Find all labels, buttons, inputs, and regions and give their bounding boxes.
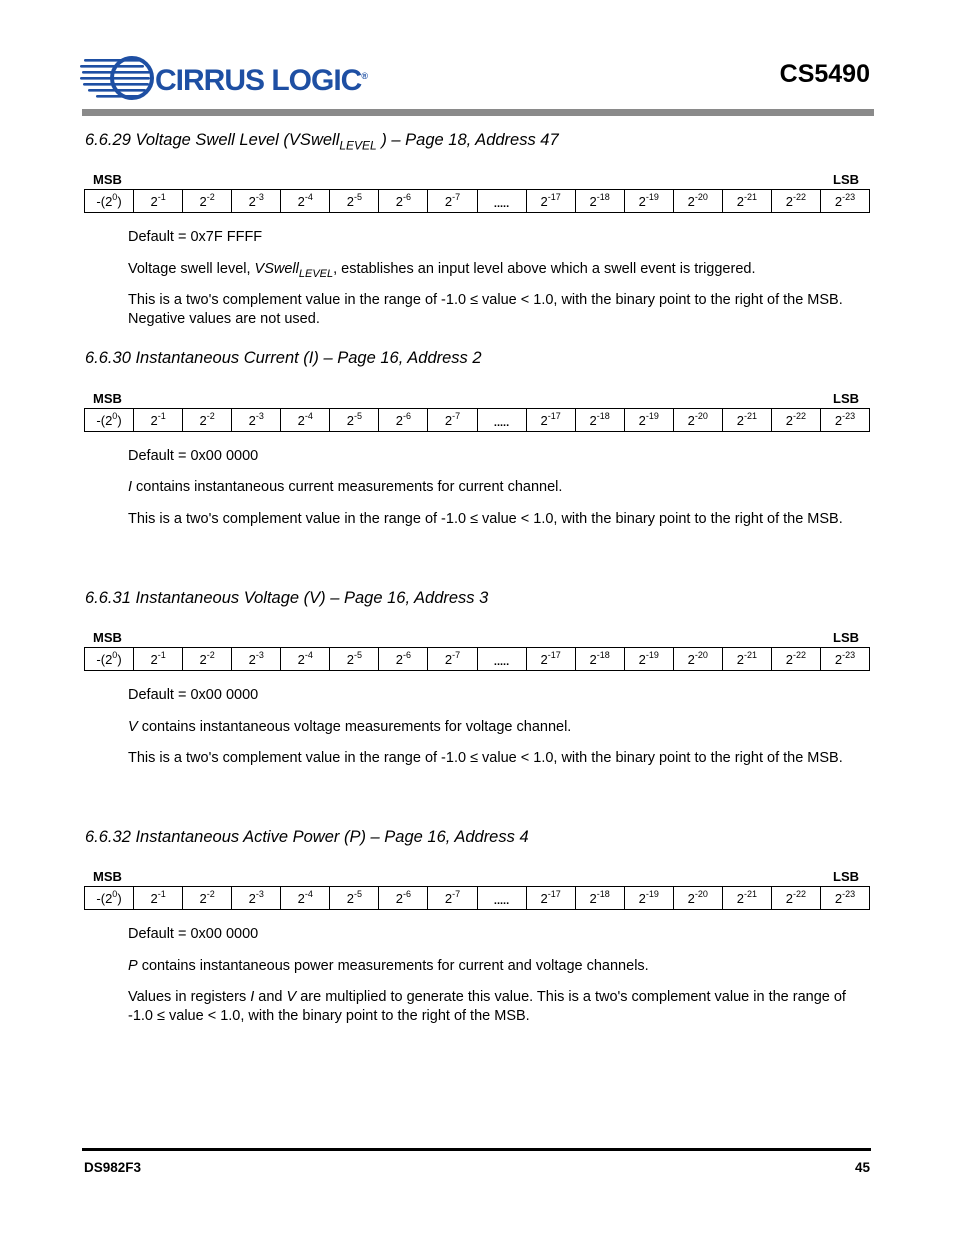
bit-cell: $2^{-23}$ xyxy=(820,887,869,910)
bit-cell: $-(2^0)$ xyxy=(85,409,134,432)
msb-label: MSB xyxy=(93,630,122,645)
register-description: I contains instantaneous current measurements for current channel. xyxy=(128,479,563,495)
register-description: Voltage swell level, VSwell$_{LEVEL}$, establishes an input level above which a swell event is triggered. xyxy=(128,261,756,280)
register-bit-table xyxy=(84,647,870,671)
register-bit-table xyxy=(84,408,870,432)
bit-cell: $2^{-1}$ xyxy=(134,887,183,910)
bit-cell: $2^{-7}$ xyxy=(428,409,477,432)
bit-cell: ..... xyxy=(477,190,526,213)
bit-cell: $2^{-2}$ xyxy=(183,887,232,910)
bit-cell: $2^{-19}$ xyxy=(624,409,673,432)
range-description: This is a two's complement value in the range of -1.0 ≤ value < 1.0, with the binary point to the right of the MSB. xyxy=(128,511,843,527)
bit-cell: $2^{-18}$ xyxy=(575,887,624,910)
bit-cell: $2^{-4}$ xyxy=(281,409,330,432)
bit-cell: $2^{-22}$ xyxy=(771,190,820,213)
bit-cell: $2^{-19}$ xyxy=(624,190,673,213)
range-description: This is a two's complement value in the range of -1.0 ≤ value < 1.0, with the binary point to the right of the MSB. xyxy=(128,750,843,766)
bit-cell: $2^{-3}$ xyxy=(232,409,281,432)
bit-cell: $2^{-5}$ xyxy=(330,887,379,910)
bit-cell: $2^{-23}$ xyxy=(820,409,869,432)
default-value: Default = 0x00 0000 xyxy=(128,926,259,942)
bit-cell: $2^{-6}$ xyxy=(379,190,428,213)
msb-label: MSB xyxy=(93,869,122,884)
bit-cell: $2^{-20}$ xyxy=(673,190,722,213)
bit-cell: $2^{-4}$ xyxy=(281,648,330,671)
bit-cell: $2^{-3}$ xyxy=(232,648,281,671)
bit-cell: $2^{-23}$ xyxy=(820,648,869,671)
section-title-6-6-30: 6.6.30 Instantaneous Current (I) – Page 16, Address 2 xyxy=(85,349,482,367)
bit-cell: $2^{-21}$ xyxy=(722,409,771,432)
msb-label: MSB xyxy=(93,172,122,187)
bit-cell: $2^{-20}$ xyxy=(673,409,722,432)
bit-cell: $2^{-18}$ xyxy=(575,409,624,432)
msb-label: MSB xyxy=(93,391,122,406)
bit-cell: $-(2^0)$ xyxy=(85,887,134,910)
register-bit-row xyxy=(85,648,870,671)
register-bit-row xyxy=(85,887,870,910)
lsb-label: LSB xyxy=(833,391,859,406)
lsb-label: LSB xyxy=(833,172,859,187)
footer-doc-id: DS982F3 xyxy=(84,1160,142,1175)
bit-cell: $2^{-2}$ xyxy=(183,409,232,432)
bit-cell: $2^{-3}$ xyxy=(232,190,281,213)
lsb-label: LSB xyxy=(833,869,859,884)
bit-cell: $2^{-7}$ xyxy=(428,648,477,671)
bit-cell: ..... xyxy=(477,648,526,671)
bit-cell: $2^{-22}$ xyxy=(771,648,820,671)
bit-cell: $2^{-1}$ xyxy=(134,190,183,213)
bit-cell: ..... xyxy=(477,887,526,910)
default-value: Default = 0x7F FFFF xyxy=(128,229,263,245)
bit-cell: $2^{-21}$ xyxy=(722,190,771,213)
bit-cell: $2^{-22}$ xyxy=(771,409,820,432)
bit-cell: $2^{-17}$ xyxy=(526,648,575,671)
bit-cell: $2^{-5}$ xyxy=(330,648,379,671)
bit-cell: $2^{-17}$ xyxy=(526,887,575,910)
bit-cell: $2^{-17}$ xyxy=(526,409,575,432)
footer-rule xyxy=(82,1148,871,1151)
bit-cell: $-(2^0)$ xyxy=(85,648,134,671)
register-description: V contains instantaneous voltage measurements for voltage channel. xyxy=(128,719,572,735)
bit-cell: $2^{-19}$ xyxy=(624,887,673,910)
register-bit-row xyxy=(85,190,870,213)
footer-page-number: 45 xyxy=(854,1160,870,1175)
range-description: This is a two's complement value in the range of -1.0 ≤ value < 1.0, with the binary point to the right of the MSB. Negative values are not used. xyxy=(128,292,843,327)
bit-cell: $2^{-6}$ xyxy=(379,887,428,910)
register-bit-table xyxy=(84,886,870,910)
section-title-6-6-29: 6.6.29 Voltage Swell Level (VSwell$_{LEVEL}$ ) – Page 18, Address 47 xyxy=(85,131,559,153)
register-bit-table xyxy=(84,189,870,213)
logo-wordmark: CIRRUS LOGIC® xyxy=(155,64,367,97)
bit-cell: $2^{-21}$ xyxy=(722,887,771,910)
bit-cell: $2^{-1}$ xyxy=(134,409,183,432)
bit-cell: $2^{-4}$ xyxy=(281,190,330,213)
bit-cell: $2^{-6}$ xyxy=(379,409,428,432)
bit-cell: $2^{-19}$ xyxy=(624,648,673,671)
register-bit-row xyxy=(85,409,870,432)
bit-cell: $2^{-17}$ xyxy=(526,190,575,213)
register-description: P contains instantaneous power measurements for current and voltage channels. xyxy=(128,958,649,974)
bit-cell: $-(2^0)$ xyxy=(85,190,134,213)
bit-cell: $2^{-21}$ xyxy=(722,648,771,671)
default-value: Default = 0x00 0000 xyxy=(128,687,259,703)
bit-cell: $2^{-22}$ xyxy=(771,887,820,910)
header-rule xyxy=(82,109,874,116)
lsb-label: LSB xyxy=(833,630,859,645)
bit-cell: $2^{-3}$ xyxy=(232,887,281,910)
bit-cell: $2^{-1}$ xyxy=(134,648,183,671)
bit-cell: $2^{-7}$ xyxy=(428,190,477,213)
bit-cell: $2^{-7}$ xyxy=(428,887,477,910)
section-title-6-6-31: 6.6.31 Instantaneous Voltage (V) – Page 16, Address 3 xyxy=(85,589,489,607)
bit-cell: $2^{-2}$ xyxy=(183,648,232,671)
default-value: Default = 0x00 0000 xyxy=(128,448,259,464)
document-title: CS5490 xyxy=(779,60,870,88)
bit-cell: $2^{-20}$ xyxy=(673,648,722,671)
bit-cell: $2^{-5}$ xyxy=(330,409,379,432)
bit-cell: $2^{-18}$ xyxy=(575,648,624,671)
bit-cell: $2^{-2}$ xyxy=(183,190,232,213)
section-title-6-6-32: 6.6.32 Instantaneous Active Power (P) – Page 16, Address 4 xyxy=(85,828,529,846)
bit-cell: $2^{-6}$ xyxy=(379,648,428,671)
bit-cell: ..... xyxy=(477,409,526,432)
bit-cell: $2^{-23}$ xyxy=(820,190,869,213)
bit-cell: $2^{-4}$ xyxy=(281,887,330,910)
multiplication-description: Values in registers I and V are multiplied to generate this value. This is a two's complement value in the range of -1.0 ≤ value < 1.0, with the binary point to the right of the MSB. xyxy=(128,989,846,1024)
logo-swoosh-icon xyxy=(80,50,160,102)
bit-cell: $2^{-5}$ xyxy=(330,190,379,213)
bit-cell: $2^{-20}$ xyxy=(673,887,722,910)
bit-cell: $2^{-18}$ xyxy=(575,190,624,213)
cirrus-logic-logo xyxy=(80,50,367,102)
